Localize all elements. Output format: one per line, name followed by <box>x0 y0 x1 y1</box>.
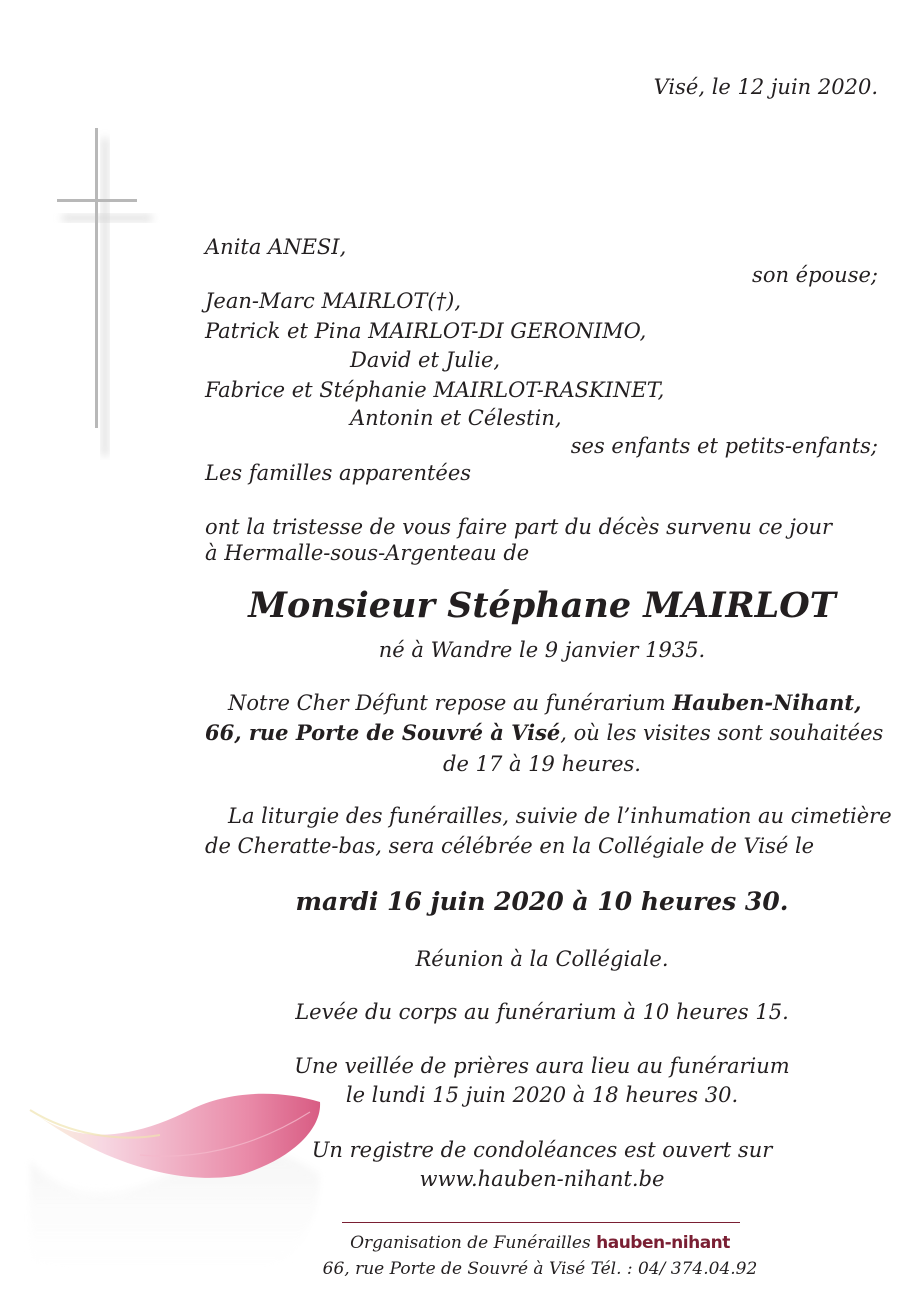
child-1: Jean-Marc MAIRLOT(†), <box>205 289 461 313</box>
vigil-line-1: Une veillée de prières aura lieu au funérarium <box>294 1054 790 1078</box>
footer-address: 66, rue Porte de Souvré à Visé Tél. : 04/ 374.04.92 <box>322 1259 758 1279</box>
funeral-date: mardi 16 juin 2020 à 10 heures 30. <box>295 887 789 916</box>
vigil-line-2: le lundi 15 juin 2020 à 18 heures 30. <box>345 1083 739 1107</box>
organisation-label: Organisation de Funérailles <box>350 1233 597 1253</box>
deceased-name: Monsieur Stéphane MAIRLOT <box>248 585 836 626</box>
cross-icon <box>50 120 160 460</box>
date-line: Visé, le 12 juin 2020. <box>653 75 878 99</box>
brand-logo: hauben-nihant <box>596 1233 730 1253</box>
funeral-home-name: Hauben-Nihant, <box>672 690 862 715</box>
child-2: Patrick et Pina MAIRLOT-DI GERONIMO, <box>205 319 647 343</box>
birth-line: né à Wandre le 9 janvier 1935. <box>378 638 706 662</box>
meeting-line: Réunion à la Collégiale. <box>415 947 669 971</box>
child-3: Fabrice et Stéphanie MAIRLOT-RASKINET, <box>205 378 665 402</box>
children-role: ses enfants et petits-enfants; <box>570 434 878 458</box>
spouse-role: son épouse; <box>752 263 878 287</box>
announcement-line-2: à Hermalle-sous-Argenteau de <box>205 541 530 565</box>
register-line: Un registre de condoléances est ouvert sur <box>311 1138 773 1162</box>
visitation-line-1 <box>228 690 861 716</box>
visitation-text-2: , où les visites sont souhaitées <box>560 721 884 745</box>
announcement-line-1: ont la tristesse de vous faire part du décès survenu ce jour <box>205 515 833 539</box>
grandchildren-2: Antonin et Célestin, <box>350 406 562 430</box>
liturgy-line-1: La liturgie des funérailles, suivie de l’inhumation au cimetière <box>228 804 892 828</box>
relatives: Les familles apparentées <box>205 461 472 485</box>
visitation-hours: de 17 à 19 heures. <box>443 752 641 776</box>
departure-line: Levée du corps au funérarium à 10 heures 15. <box>295 1000 789 1024</box>
footer-organisation <box>290 1232 790 1254</box>
funeral-home-address: 66, rue Porte de Souvré à Visé <box>205 720 561 745</box>
footer-divider <box>342 1222 740 1223</box>
visitation-line-2 <box>205 720 883 746</box>
visitation-text: Notre Cher Défunt repose au funérarium <box>228 691 673 715</box>
liturgy-line-2: de Cheratte-bas, sera célébrée en la Collégiale de Visé le <box>205 834 815 858</box>
register-url[interactable]: www.hauben-nihant.be <box>419 1167 665 1191</box>
grandchildren-1: David et Julie, <box>350 348 501 372</box>
spouse-name: Anita ANESI, <box>205 235 347 259</box>
